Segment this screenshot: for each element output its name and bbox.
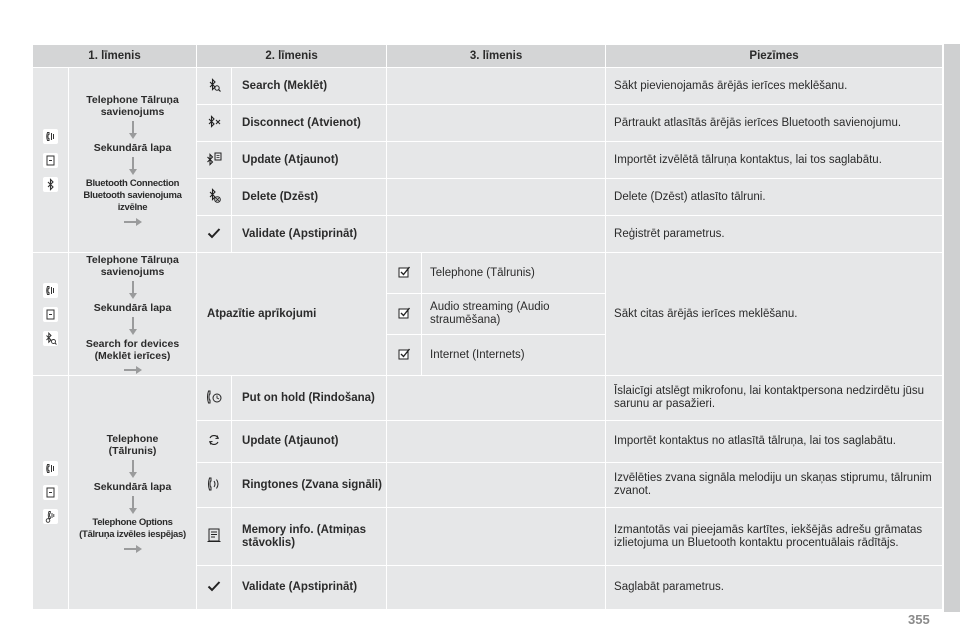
checkbox-icon xyxy=(387,294,422,335)
checkmark-icon xyxy=(197,216,232,253)
bluetooth-delete-icon xyxy=(197,179,232,216)
row-label: Search (Meklēt) xyxy=(232,68,387,105)
header-notes: Piezīmes xyxy=(606,45,943,68)
arrow-down-icon xyxy=(129,317,137,335)
row-label: Memory info. (Atmiņas stāvoklis) xyxy=(232,508,387,566)
empty-cell xyxy=(387,68,606,105)
arrow-down-icon xyxy=(129,496,137,514)
path-step-3: Search for devices (Meklēt ierīces) xyxy=(85,338,180,362)
checkbox-icon xyxy=(387,335,422,376)
phone-icon xyxy=(43,283,58,298)
row-note: Izmantotās vai pieejamās kartītes, iekšējās adrešu grāmatas izlietojuma un Bluetooth kontaktu procentuālais rādītājs. xyxy=(606,508,943,566)
group3-level1-icons xyxy=(33,376,69,610)
page-icon xyxy=(43,153,58,168)
phone-settings-icon xyxy=(43,509,58,524)
bluetooth-icon xyxy=(43,177,58,192)
path-step-2: Sekundārā lapa xyxy=(93,142,172,154)
option-label: Audio streaming (Audio straumēšana) xyxy=(422,294,606,335)
row-note: Sākt pievienojamās ārējās ierīces meklēšanu. xyxy=(606,68,943,105)
row-label: Validate (Apstiprināt) xyxy=(232,216,387,253)
row-note: Delete (Dzēst) atlasīto tālruni. xyxy=(606,179,943,216)
row-note: Īslaicīgi atslēgt mikrofonu, lai kontaktpersona nedzirdētu jūsu sarunu ar pasažieri. xyxy=(606,376,943,421)
group3-level2-path xyxy=(69,376,197,610)
path-step-2: Sekundārā lapa xyxy=(93,302,172,314)
row-note: Importēt kontaktus no atlasītā tālruņa, lai tos saglabātu. xyxy=(606,421,943,463)
ringtone-icon xyxy=(197,463,232,508)
page-icon xyxy=(43,485,58,500)
empty-cell xyxy=(387,508,606,566)
path-step-1: Telephone (Tālrunis) xyxy=(106,432,159,457)
menu-table xyxy=(32,44,943,610)
header-level3: 3. līmenis xyxy=(387,45,606,68)
arrow-down-icon xyxy=(129,157,137,175)
group1-level2-path xyxy=(69,68,197,253)
bluetooth-search-icon xyxy=(197,68,232,105)
arrow-right-icon xyxy=(124,366,142,374)
page-number: 355 xyxy=(908,612,930,627)
row-note: Reģistrēt parametrus. xyxy=(606,216,943,253)
row-label: Delete (Dzēst) xyxy=(232,179,387,216)
arrow-right-icon xyxy=(124,218,142,226)
row-label: Update (Atjaunot) xyxy=(232,142,387,179)
empty-cell xyxy=(387,566,606,610)
table-row xyxy=(33,253,943,294)
hold-call-icon xyxy=(197,376,232,421)
page-side-bar xyxy=(944,44,960,612)
phone-icon xyxy=(43,129,58,144)
group2-level2-path xyxy=(69,253,197,376)
arrow-right-icon xyxy=(124,545,142,553)
empty-cell xyxy=(387,421,606,463)
path-step-3a: Bluetooth Connection xyxy=(85,178,180,189)
empty-cell xyxy=(387,216,606,253)
empty-cell xyxy=(387,142,606,179)
empty-cell xyxy=(387,376,606,421)
path-step-3b: Bluetooth savienojuma izvēlne xyxy=(83,190,182,213)
memory-icon xyxy=(197,508,232,566)
header-level1: 1. līmenis xyxy=(33,45,197,68)
row-label: Validate (Apstiprināt) xyxy=(232,566,387,610)
empty-cell xyxy=(387,105,606,142)
row-note: Saglabāt parametrus. xyxy=(606,566,943,610)
header-level2: 2. līmenis xyxy=(197,45,387,68)
phone-icon xyxy=(43,461,58,476)
group1-level1-icons xyxy=(33,68,69,253)
bluetooth-search-icon xyxy=(43,331,58,346)
empty-cell xyxy=(387,179,606,216)
group2-level1-icons xyxy=(33,253,69,376)
path-step-2: Sekundārā lapa xyxy=(93,480,172,493)
group2-note: Sākt citas ārējās ierīces meklēšanu. xyxy=(606,253,943,376)
refresh-icon xyxy=(197,421,232,463)
checkmark-icon xyxy=(197,566,232,610)
row-label: Disconnect (Atvienot) xyxy=(232,105,387,142)
row-note: Pārtraukt atlasītās ārējās ierīces Bluetooth savienojumu. xyxy=(606,105,943,142)
path-step-3b: (Tālruņa izvēles iespējas) xyxy=(79,528,186,540)
option-label: Telephone (Tālrunis) xyxy=(422,253,606,294)
path-step-1: Telephone Tālruņa savienojums xyxy=(86,254,179,278)
row-note: Importēt izvēlētā tālruņa kontaktus, lai tos saglabātu. xyxy=(606,142,943,179)
table-row xyxy=(33,376,943,421)
checkbox-icon xyxy=(387,253,422,294)
row-label: Update (Atjaunot) xyxy=(232,421,387,463)
path-step-1: Telephone Tālruņa savienojums xyxy=(86,94,179,118)
arrow-down-icon xyxy=(129,281,137,299)
recognized-devices-label: Atpazītie aprīkojumi xyxy=(197,253,387,376)
table-row xyxy=(33,68,943,105)
path-step-3a: Telephone Options xyxy=(92,516,173,528)
page-icon xyxy=(43,307,58,322)
row-label: Put on hold (Rindošana) xyxy=(232,376,387,421)
header-row xyxy=(33,45,943,68)
row-label: Ringtones (Zvana signāli) xyxy=(232,463,387,508)
option-label: Internet (Internets) xyxy=(422,335,606,376)
row-note: Izvēlēties zvana signāla melodiju un skaņas stiprumu, tālrunim zvanot. xyxy=(606,463,943,508)
arrow-down-icon xyxy=(129,121,137,139)
empty-cell xyxy=(387,463,606,508)
arrow-down-icon xyxy=(129,460,137,478)
bluetooth-update-icon xyxy=(197,142,232,179)
bluetooth-disconnect-icon xyxy=(197,105,232,142)
